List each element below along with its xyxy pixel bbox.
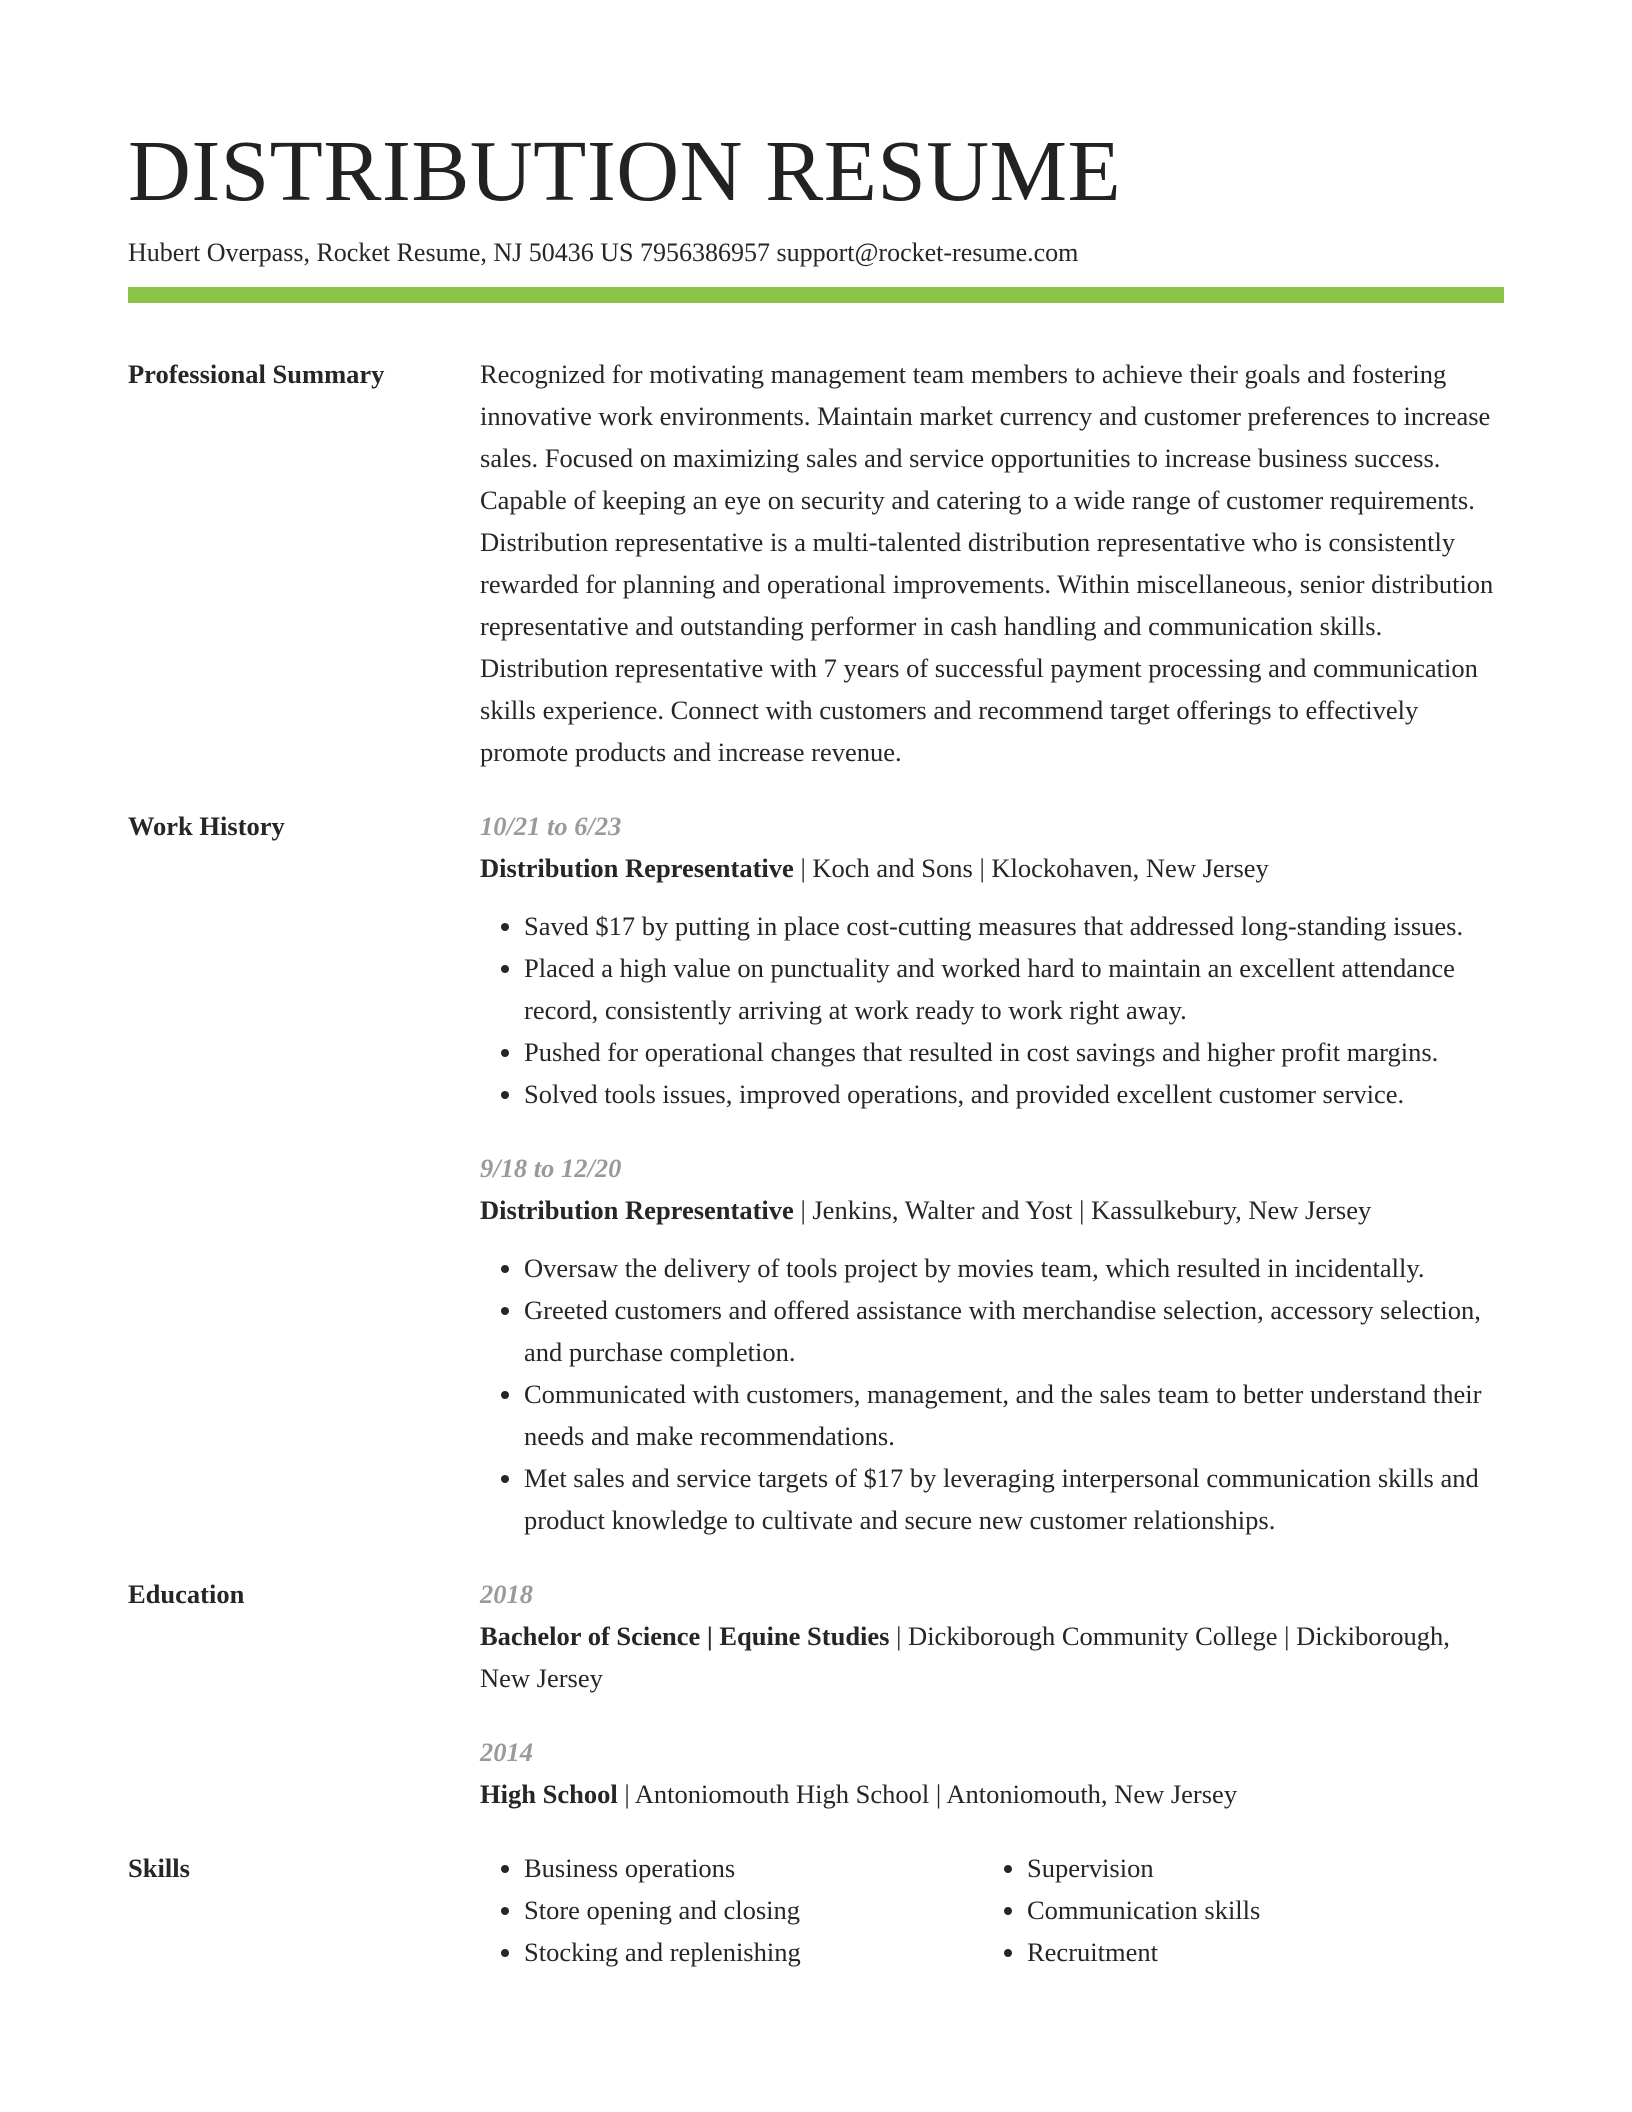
section-label-work-history: Work History: [128, 811, 285, 841]
job-dates: 10/21 to 6/23: [480, 811, 622, 841]
list-item: • Communication skills: [1027, 1889, 1486, 1931]
skills-section: [128, 1847, 1504, 1973]
job-heading: [480, 1189, 1504, 1231]
contact-line: Hubert Overpass, Rocket Resume, NJ 50436 US 7956386957 support@rocket-resume.com: [128, 238, 1079, 267]
section-label-education: Education: [128, 1579, 245, 1609]
education-section: [128, 1573, 1504, 1815]
list-item: • Supervision: [1027, 1847, 1486, 1889]
school-details: | Dickiborough Community College | Dickiborough, New Jersey: [480, 1621, 1450, 1693]
education-entry: [480, 1731, 1504, 1815]
section-label-summary: Professional Summary: [128, 359, 385, 389]
list-item: • Recruitment: [1027, 1931, 1486, 1973]
job-title: Distribution Representative: [480, 1195, 794, 1225]
accent-divider: [128, 287, 1504, 303]
education-heading: [480, 1615, 1504, 1699]
list-item: • Solved tools issues, improved operations, and provided excellent customer service.: [524, 1073, 1504, 1115]
education-body: [480, 1573, 1504, 1815]
job-entry: [480, 1147, 1504, 1541]
summary-section: [128, 353, 1504, 773]
list-item: • Pushed for operational changes that resulted in cost savings and higher profit margins.: [524, 1031, 1504, 1073]
degree: High School: [480, 1779, 618, 1809]
list-item: • Met sales and service targets of $17 by leveraging interpersonal communication skills and product knowledge to cultivate and secure new customer relationships.: [524, 1457, 1504, 1541]
job-entry: [480, 805, 1504, 1115]
education-heading: [480, 1773, 1504, 1815]
list-item: • Saved $17 by putting in place cost-cutting measures that addressed long-standing issues.: [524, 905, 1504, 947]
resume-title: DISTRIBUTION RESUME: [128, 122, 1122, 219]
skills-list-left: [480, 1847, 983, 1973]
list-item: • Stocking and replenishing: [524, 1931, 983, 1973]
degree: Bachelor of Science | Equine Studies: [480, 1621, 890, 1651]
list-item: • Oversaw the delivery of tools project by movies team, which resulted in incidentally.: [524, 1247, 1504, 1289]
section-label-skills: Skills: [128, 1853, 190, 1883]
work-history-body: [480, 805, 1504, 1541]
education-year: 2018: [480, 1579, 533, 1609]
list-item: • Store opening and closing: [524, 1889, 983, 1931]
list-item: • Business operations: [524, 1847, 983, 1889]
job-dates: 9/18 to 12/20: [480, 1153, 622, 1183]
job-details: | Koch and Sons | Klockohaven, New Jersey: [793, 853, 1269, 883]
education-entry: [480, 1573, 1504, 1699]
job-bullets: [480, 905, 1504, 1115]
resume-page: [128, 0, 1504, 1973]
education-year: 2014: [480, 1737, 533, 1767]
work-history-section: [128, 805, 1504, 1541]
skills-list-right: [983, 1847, 1486, 1973]
school-details: | Antoniomouth High School | Antoniomouth, New Jersey: [617, 1779, 1238, 1809]
job-bullets: [480, 1247, 1504, 1541]
job-title: Distribution Representative: [480, 853, 794, 883]
list-item: • Communicated with customers, management, and the sales team to better understand their needs and make recommendations.: [524, 1373, 1504, 1457]
job-heading: [480, 847, 1504, 889]
list-item: • Placed a high value on punctuality and worked hard to maintain an excellent attendance record, consistently arriving at work ready to work right away.: [524, 947, 1504, 1031]
skills-body: [480, 1847, 1504, 1973]
job-details: | Jenkins, Walter and Yost | Kassulkebury, New Jersey: [793, 1195, 1372, 1225]
list-item: • Greeted customers and offered assistance with merchandise selection, accessory selection, and purchase completion.: [524, 1289, 1504, 1373]
summary-text: Recognized for motivating management team members to achieve their goals and fostering innovative work environments. Maintain market currency and customer preferences to increase sales. Focused on maximizing sales and service opportunities to increase business success. Capable of keeping an eye on security and catering to a wide range of customer requirements. Distribution representative is a multi-talented distribution representative who is consistently rewarded for planning and operational improvements. Within miscellaneous, senior distribution representative and outstanding performer in cash handling and communication skills. Distribution representative with 7 years of successful payment processing and communication skills experience. Connect with customers and recommend target offerings to effectively promote products and increase revenue.: [480, 359, 1494, 767]
